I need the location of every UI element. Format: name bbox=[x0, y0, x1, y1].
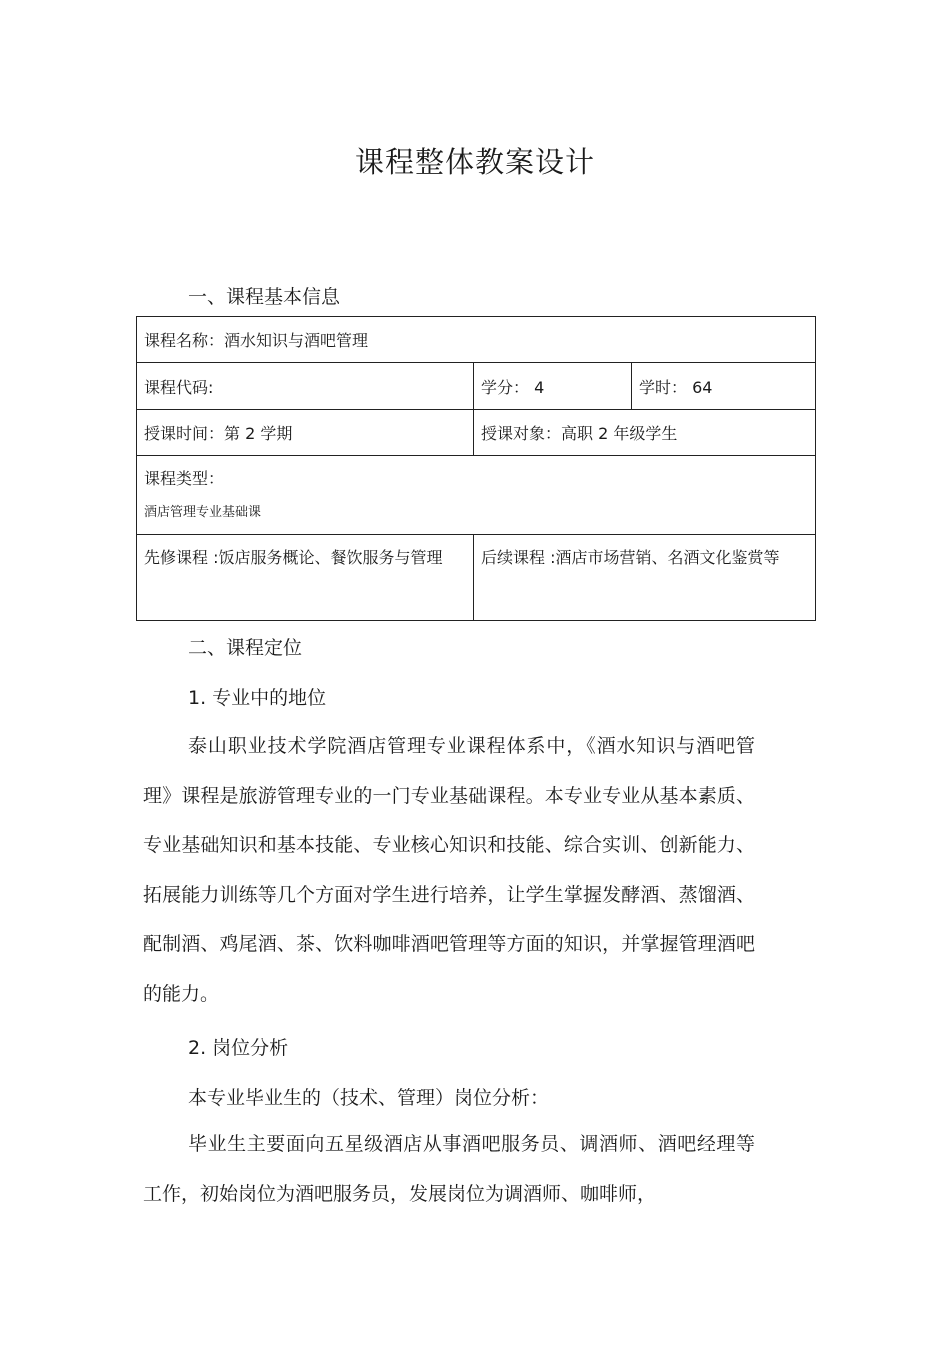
prereq-cell: 先修课程 :饭店服务概论、餐饮服务与管理 bbox=[137, 535, 474, 621]
term-cell: 授课时间：第 2 学期 bbox=[137, 410, 474, 456]
credit-cell: 学分： 4 bbox=[474, 363, 632, 410]
subheading-job-analysis: 2. 岗位分析 bbox=[188, 1037, 289, 1059]
course-type-label: 课程类型： bbox=[144, 469, 225, 488]
hours-cell: 学时： 64 bbox=[632, 363, 816, 410]
section-heading-basic-info: 一、课程基本信息 bbox=[188, 286, 341, 308]
section-heading-positioning: 二、课程定位 bbox=[188, 637, 303, 659]
line-job-analysis-intro: 本专业毕业生的（技术、管理）岗位分析： bbox=[188, 1087, 550, 1109]
subheading-status: 1. 专业中的地位 bbox=[188, 687, 327, 709]
course-info-table bbox=[136, 316, 816, 621]
course-type-value: 酒店管理专业基础课 bbox=[144, 505, 262, 520]
target-cell: 授课对象：高职 2 年级学生 bbox=[474, 410, 816, 456]
paragraph-status: 泰山职业技术学院酒店管理专业课程体系中，《酒水知识与酒吧管理》课程是旅游管理专业的一门专业基础课程。本专业专业从基本素质、专业基础知识和基本技能、专业核心知识和技能、综合实训、创新能力、拓展能力训练等几个方面对学生进行培养，让学生掌握发酵酒、蒸馏酒、配制酒、鸡尾酒、茶、饮料咖啡酒吧管理等方面的知识，并掌握管理酒吧的能力。 bbox=[143, 735, 755, 1005]
course-code-cell: 课程代码: bbox=[137, 363, 474, 410]
course-name-cell: 课程名称：酒水知识与酒吧管理 bbox=[137, 317, 816, 363]
followup-cell: 后续课程 :酒店市场营销、名酒文化鉴赏等 bbox=[474, 535, 816, 621]
document-title: 课程整体教案设计 bbox=[354, 145, 595, 179]
paragraph-graduates: 毕业生主要面向五星级酒店从事酒吧服务员、调酒师、酒吧经理等工作，初始岗位为酒吧服务员，发展岗位为调酒师、咖啡师， bbox=[143, 1133, 755, 1205]
course-type-cell bbox=[137, 456, 816, 535]
